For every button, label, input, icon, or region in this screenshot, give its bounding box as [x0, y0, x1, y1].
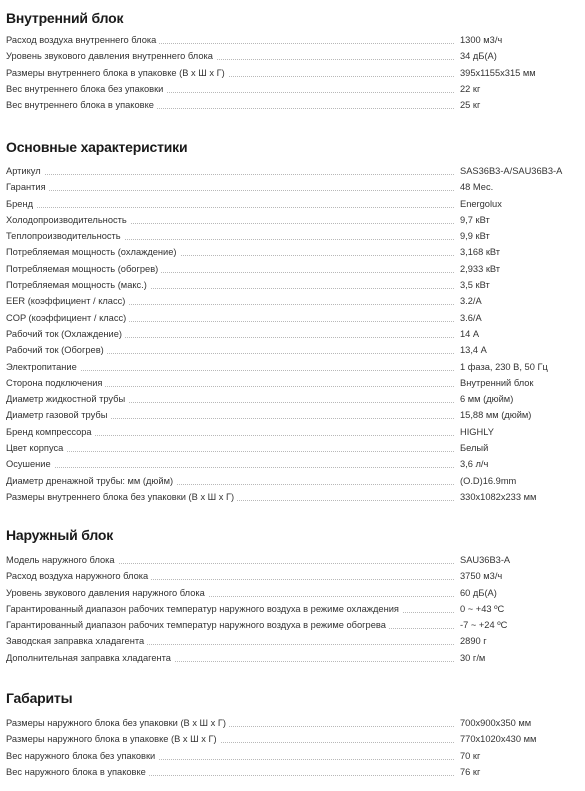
spec-row: [6, 552, 579, 568]
spec-value: 3,168 кВт: [460, 247, 501, 258]
spec-label: Гарантированный диапазон рабочих температур наружного воздуха в режиме охлаждения: [6, 601, 402, 617]
spec-value: 30 г/м: [460, 652, 486, 663]
spec-row: [6, 764, 579, 780]
spec-row: [6, 424, 579, 440]
spec-row: [6, 342, 579, 358]
spec-label: Размеры наружного блока без упаковки (В x Ш x Г): [6, 715, 229, 731]
spec-row: [6, 261, 579, 277]
spec-label: Рабочий ток (Обогрев): [6, 342, 107, 358]
spec-row: [6, 748, 579, 764]
spec-row: [6, 48, 579, 64]
spec-row: [6, 473, 579, 489]
spec-list: [6, 715, 579, 780]
spec-label: Диаметр газовой трубы: [6, 407, 110, 423]
spec-label: Сторона подключения: [6, 375, 105, 391]
spec-label: Размеры внутреннего блока в упаковке (В x Ш x Г): [6, 65, 228, 81]
spec-value: 2,933 кВт: [460, 263, 501, 274]
spec-value: 770x1020x430 мм: [460, 734, 537, 745]
spec-label: Вес внутреннего блока без упаковки: [6, 81, 166, 97]
spec-row: [6, 375, 579, 391]
spec-row: [6, 326, 579, 342]
spec-row: [6, 244, 579, 260]
spec-value: 76 кг: [460, 766, 481, 777]
spec-label: Потребляемая мощность (охлаждение): [6, 244, 180, 260]
spec-label: Вес наружного блока без упаковки: [6, 748, 158, 764]
spec-label: Осушение: [6, 456, 54, 472]
spec-value: 48 Мес.: [460, 182, 494, 193]
spec-row: [6, 359, 579, 375]
spec-label: Теплопроизводительность: [6, 228, 124, 244]
spec-label: Диаметр дренажной трубы: мм (дюйм): [6, 473, 176, 489]
spec-value: 25 кг: [460, 100, 481, 111]
spec-label: Бренд компрессора: [6, 424, 95, 440]
spec-row: [6, 715, 579, 731]
spec-row: [6, 407, 579, 423]
spec-label: Размеры наружного блока в упаковке (В x Ш x Г): [6, 731, 220, 747]
spec-value: HIGHLY: [460, 426, 494, 437]
spec-value: 3,5 кВт: [460, 280, 490, 291]
dotted-leader: [6, 451, 454, 452]
section-indoor-unit: [6, 8, 579, 113]
spec-row: [6, 163, 579, 179]
spec-label: Потребляемая мощность (макс.): [6, 277, 150, 293]
spec-label: Вес внутреннего блока в упаковке: [6, 97, 157, 113]
spec-value: 6 мм (дюйм): [460, 394, 514, 405]
spec-list: [6, 552, 579, 666]
spec-value: 3,6 л/ч: [460, 459, 489, 470]
dotted-leader: [6, 467, 454, 468]
spec-row: [6, 601, 579, 617]
spec-label: Гарантированный диапазон рабочих температур наружного воздуха в режиме обогрева: [6, 617, 389, 633]
spec-row: [6, 585, 579, 601]
section-outdoor-unit: [6, 525, 579, 666]
section-main-characteristics: [6, 137, 579, 505]
spec-row: [6, 617, 579, 633]
spec-label: Модель наружного блока: [6, 552, 118, 568]
spec-value: 700x900x350 мм: [460, 718, 532, 728]
section-title: Основные характеристики: [6, 139, 188, 155]
spec-row: [6, 633, 579, 649]
spec-row: [6, 731, 579, 747]
spec-label: Потребляемая мощность (обогрев): [6, 261, 161, 277]
spec-list: [6, 32, 579, 113]
spec-value: 0 ~ +43 ºC: [460, 603, 505, 614]
spec-value: 395x1155x315 мм: [460, 67, 536, 78]
spec-value: Белый: [460, 443, 489, 454]
spec-row: [6, 310, 579, 326]
spec-label: Холодопроизводительность: [6, 212, 130, 228]
spec-value: (O.D)16.9mm: [460, 475, 517, 486]
spec-label: Уровень звукового давления внутреннего блока: [6, 48, 216, 64]
dotted-leader: [6, 174, 454, 175]
spec-row: [6, 489, 579, 505]
spec-value: 1300 м3/ч: [460, 35, 503, 45]
spec-row: [6, 568, 579, 584]
spec-row: [6, 179, 579, 195]
section-dimensions: [6, 688, 579, 780]
spec-list: [6, 163, 579, 505]
spec-label: Уровень звукового давления наружного блока: [6, 585, 208, 601]
spec-label: Заводская заправка хладагента: [6, 633, 147, 649]
spec-value: 70 кг: [460, 750, 481, 761]
spec-label: Расход воздуха наружного блока: [6, 568, 151, 584]
spec-value: 3.2/A: [460, 296, 482, 307]
spec-value: SAS36B3-A/SAU36B3-A: [460, 166, 563, 176]
spec-row: [6, 277, 579, 293]
spec-value: 1 фаза, 230 В, 50 Гц: [460, 361, 548, 372]
spec-label: EER (коэффициент / класс): [6, 293, 128, 309]
spec-row: [6, 293, 579, 309]
spec-label: Расход воздуха внутреннего блока: [6, 32, 159, 48]
spec-value: 330x1082x233 мм: [460, 491, 537, 502]
spec-row: [6, 440, 579, 456]
spec-value: 9,7 кВт: [460, 214, 490, 225]
spec-row: [6, 391, 579, 407]
spec-value: 2890 г: [460, 636, 487, 647]
spec-row: [6, 212, 579, 228]
spec-row: [6, 650, 579, 666]
spec-label: Цвет корпуса: [6, 440, 66, 456]
spec-value: 3750 м3/ч: [460, 571, 503, 582]
spec-label: Гарантия: [6, 179, 49, 195]
spec-value: 14 А: [460, 328, 480, 339]
spec-value: 13,4 А: [460, 345, 487, 356]
spec-row: [6, 196, 579, 212]
section-title: Внутренний блок: [6, 10, 124, 26]
spec-value: Внутренний блок: [460, 377, 534, 388]
spec-label: Размеры внутреннего блока без упаковки (В x Ш x Г): [6, 489, 237, 505]
section-title: Наружный блок: [6, 527, 114, 543]
spec-label: Вес наружного блока в упаковке: [6, 764, 149, 780]
spec-label: Артикул: [6, 163, 44, 179]
spec-row: [6, 81, 579, 97]
spec-value: 15,88 мм (дюйм): [460, 410, 532, 421]
spec-value: SAU36B3-A: [460, 555, 511, 565]
spec-row: [6, 32, 579, 48]
spec-row: [6, 65, 579, 81]
spec-row: [6, 97, 579, 113]
spec-value: -7 ~ +24 ºC: [460, 620, 508, 631]
spec-label: COP (коэффициент / класс): [6, 310, 129, 326]
spec-row: [6, 228, 579, 244]
spec-value: 60 дБ(A): [460, 587, 497, 598]
dotted-leader: [6, 207, 454, 208]
spec-value: 3.6/A: [460, 312, 482, 323]
spec-value: 34 дБ(A): [460, 51, 497, 62]
spec-value: 22 кг: [460, 83, 481, 94]
spec-label: Бренд: [6, 196, 36, 212]
spec-row: [6, 456, 579, 472]
spec-value: 9,9 кВт: [460, 231, 490, 242]
spec-label: Рабочий ток (Охлаждение): [6, 326, 125, 342]
section-title: Габариты: [6, 690, 73, 706]
spec-label: Дополнительная заправка хладагента: [6, 650, 174, 666]
spec-label: Электропитание: [6, 359, 80, 375]
dotted-leader: [6, 190, 454, 191]
spec-value: Energolux: [460, 198, 502, 209]
spec-label: Диаметр жидкостной трубы: [6, 391, 128, 407]
